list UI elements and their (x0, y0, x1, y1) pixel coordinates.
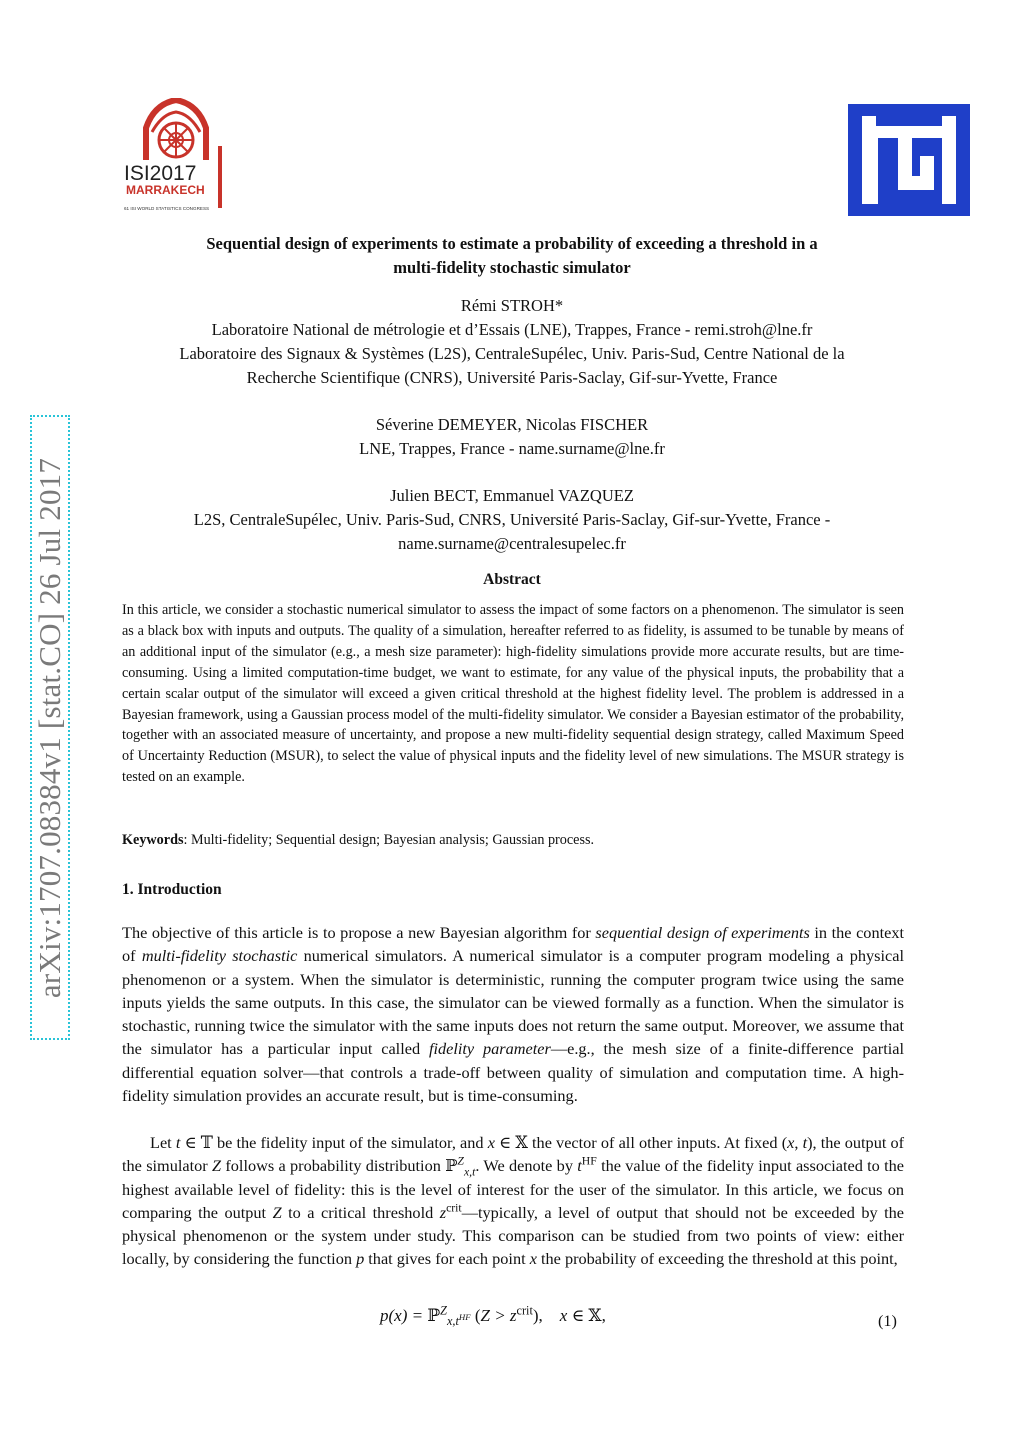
author-names: Julien BECT, Emmanuel VAZQUEZ (390, 486, 634, 505)
congress-tagline: 61 ISI WORLD STATISTICS CONGRESS (124, 206, 210, 211)
emphasis-run: multi-fidelity stochastic (141, 946, 298, 966)
arxiv-id-text: arXiv:1707.08384v1 [stat.CO] 26 Jul 2017 (32, 457, 67, 998)
keywords-label: Keywords (122, 832, 184, 848)
affiliation-line: name.surname@centralesupelec.fr (398, 534, 626, 553)
text-run: . We denote by (475, 1156, 578, 1176)
paper-title (120, 232, 904, 280)
text-run: —e.g., the mesh size of a finite-difference partial differential equation solver—that controls a trade-off between quality of simulation and computation time. A high-fidelity simulation provides an accurate result, but is time-consuming. (122, 1039, 904, 1106)
equation-number: (1) (878, 1311, 897, 1330)
keywords-text: : Multi-fidelity; Sequential design; Bayesian analysis; Gaussian process. (183, 832, 595, 848)
section-heading: 1. Introduction (122, 881, 222, 898)
text-run: the probability of exceeding the threshold at this point, (536, 1249, 898, 1269)
text-run: —typically, a level of output that should not be exceeded by the physical phenomenon or the system under study. This comparison can be studied from two points of view: either locally, by considering the function (122, 1202, 904, 1269)
marrakech-label: MARRAKECH (126, 183, 205, 197)
affiliation-line: LNE, Trappes, France - name.surname@lne.fr (359, 439, 665, 458)
text-run: The objective of this article is to propose a new Bayesian algorithm for (122, 923, 596, 942)
text-run: in the context of (122, 923, 904, 966)
text-run: , the output of the simulator (122, 1133, 905, 1176)
author-group-1 (120, 294, 904, 390)
text-run: Let (150, 1133, 176, 1152)
affiliation-line: Laboratoire National de métrologie et d’Essais (LNE), Trappes, France - remi.stroh@lne.fr (211, 320, 813, 339)
text-run: be the fidelity input of the simulator, and (212, 1133, 488, 1152)
emphasis-run: fidelity parameter (428, 1039, 551, 1059)
abstract-body: In this article, we consider a stochastic numerical simulator to assess the impact of some factors on a phenomenon. The simulator is seen as a black box with inputs and outputs. The quality of a simulation, hereafter referred to as fidelity, is assumed to be tunable by means of an additional input of the simulator (e.g., a mesh size parameter): high-fidelity simulations provide more accurate results, but are time-consuming. Using a limited computation-time budget, we want to estimate, for any value of the physical inputs, the probability that a certain scalar output of the simulator will exceed a given critical threshold at the highest fidelity level. The problem is addressed in a Bayesian framework, using a Gaussian process model of the multi-fidelity simulator. We consider a Bayesian estimator of the probability, together with an associated measure of uncertainty, and propose a new multi-fidelity sequential design strategy, called Maximum Speed of Uncertainty Reduction (MSUR), to select the value of physical inputs and the fidelity level of new simulations. The MSUR strategy is tested on an example. (122, 602, 904, 786)
author-names: Rémi STROH* (460, 296, 564, 315)
title-line: Sequential design of experiments to estimate a probability of exceeding a threshold in a (206, 234, 818, 253)
affiliation-line: L2S, CentraleSupélec, Univ. Paris-Sud, CNRS, Université Paris-Saclay, Gif-sur-Yvette, France - (193, 510, 831, 529)
keywords-line (122, 832, 904, 849)
isi-logo (848, 104, 970, 216)
text-run: the value of the fidelity input associated to the highest available level of fidelity: this is the level of interest for the user of the simulator. In this article, we focus on comparing the output (122, 1156, 905, 1222)
equation-1: p(x) = ℙ$^Z_{x,t^{HF}}$ $(Z > z^{crit})$, x ∈ 𝕏, (380, 1303, 606, 1329)
isi2017-marrakech-logo (118, 98, 236, 218)
intro-paragraph-1 (122, 921, 904, 1107)
text-run: follows a probability distribution (221, 1156, 446, 1176)
emphasis-run: sequential design of experiments (595, 923, 810, 942)
author-group-2 (120, 413, 904, 461)
arxiv-id-stamp (30, 415, 70, 1040)
title-line: multi-fidelity stochastic simulator (393, 258, 631, 277)
text-run: the vector of all other inputs. At fixed (527, 1133, 782, 1152)
author-names: Séverine DEMEYER, Nicolas FISCHER (375, 415, 649, 434)
text-run: that gives for each point (364, 1249, 530, 1269)
text-run: numerical simulators. A numerical simulator is a computer program modeling a physical phenomenon or a system. When the simulator is deterministic, running the computer program twice using the same inputs yields the same outputs. In this case, the simulator can be viewed formally as a function. When the simulator is stochastic, running twice the simulator with the same inputs does not return the same output. Moreover, we assume that the simulator has a particular input called (122, 946, 904, 1059)
affiliation-line: Recherche Scientifique (CNRS), Université Paris-Saclay, Gif-sur-Yvette, France (246, 368, 778, 387)
isi2017-wordmark: ISI2017 (124, 162, 197, 185)
affiliation-line: Laboratoire des Signaux & Systèmes (L2S), CentraleSupélec, Univ. Paris-Sud, Centre National de la (179, 344, 845, 363)
author-group-3 (120, 484, 904, 556)
abstract-heading: Abstract (483, 571, 541, 588)
text-run: to a critical threshold (281, 1202, 440, 1222)
intro-paragraph-2: Let t ∈ 𝕋 be the fidelity input of the simulator, and x ∈ 𝕏 the vector of all other inputs. At fixed (x, t), the output of the simulator Z follows a probability distribution ℙ$^Z_{x,t}$. We denote by $t^{HF}$ the value of the fidelity input associated to the highest available level of fidelity: this is the level of interest for the user of the simulator. In this article, we focus on comparing the output Z to a critical threshold $z^{crit}—typically$, a level of output that should not be exceeded by the physical phenomenon or the system under study. This comparison can be studied from two points of view: either locally, by considering the function p that gives for each point x the probability of exceeding the threshold at this point, (122, 1133, 905, 1269)
